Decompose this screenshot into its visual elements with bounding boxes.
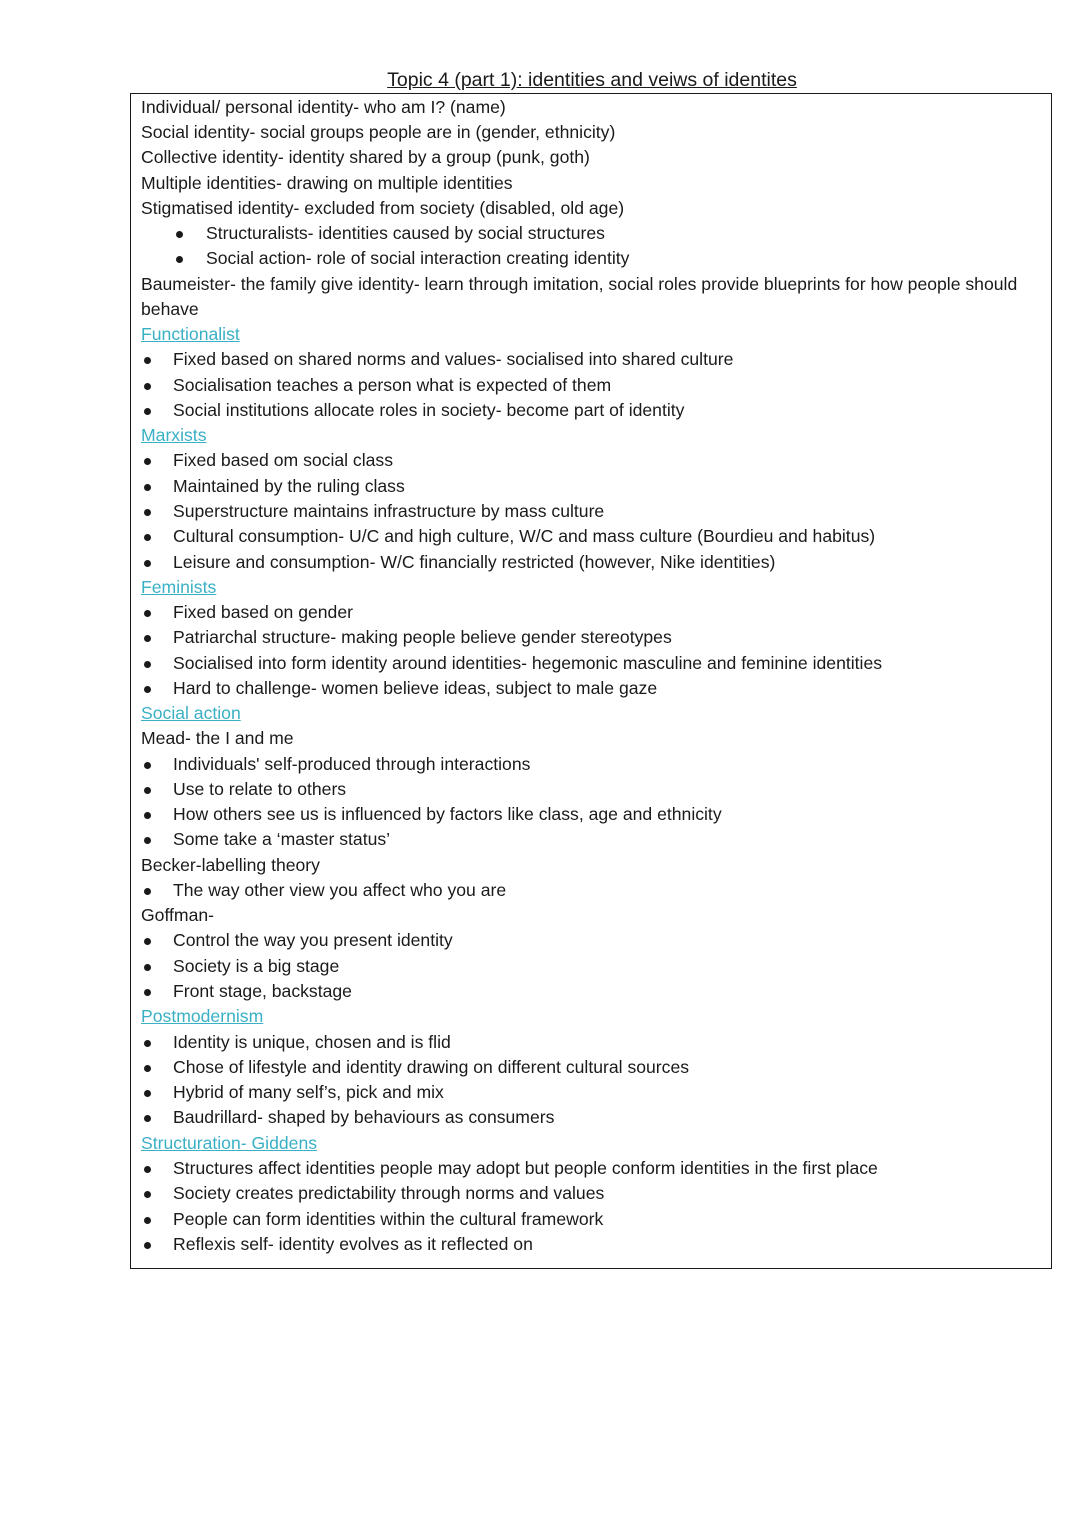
list-item: Structuralists- identities caused by social structures xyxy=(141,221,1041,246)
intro-line: Individual/ personal identity- who am I? (name) xyxy=(141,97,506,117)
intro-bullet-list xyxy=(141,221,1041,272)
becker-list xyxy=(141,878,1041,903)
list-item: Society creates predictability through norms and values xyxy=(141,1181,1041,1206)
list-item: Socialisation teaches a person what is expected of them xyxy=(141,373,1041,398)
list-item: Baudrillard- shaped by behaviours as consumers xyxy=(141,1105,1041,1130)
becker-subheading: Becker-labelling theory xyxy=(141,854,320,875)
list-item: Fixed based om social class xyxy=(141,448,1041,473)
intro-line: Stigmatised identity- excluded from society (disabled, old age) xyxy=(141,197,625,218)
list-item: Front stage, backstage xyxy=(141,979,1041,1004)
list-item: Society is a big stage xyxy=(141,954,1041,979)
list-item: How others see us is influenced by factors like class, age and ethnicity xyxy=(141,802,1041,827)
goffman-list xyxy=(141,928,1041,1004)
postmodernism-heading[interactable]: Postmodernism xyxy=(141,1006,264,1027)
feminists-heading[interactable]: Feminists xyxy=(141,576,217,597)
intro-line: Multiple identities- drawing on multiple identities xyxy=(141,172,513,193)
mead-subheading: Mead- the I and me xyxy=(141,728,294,749)
intro-line: Collective identity- identity shared by a group (punk, goth) xyxy=(141,147,590,168)
functionalist-list xyxy=(141,347,1041,423)
list-item: Chose of lifestyle and identity drawing on different cultural sources xyxy=(141,1055,1041,1080)
list-item: Superstructure maintains infrastructure by mass culture xyxy=(141,499,1041,524)
list-item: Fixed based on shared norms and values- socialised into shared culture xyxy=(141,347,1041,372)
list-item: Fixed based on gender xyxy=(141,600,1041,625)
intro-line: Social identity- social groups people are in (gender, ethnicity) xyxy=(141,122,616,143)
list-item: Identity is unique, chosen and is flid xyxy=(141,1030,1041,1055)
baumeister-text: Baumeister- the family give identity- learn through imitation, social roles provide blueprints for how people should behave xyxy=(141,273,1018,319)
list-item: Individuals' self-produced through interactions xyxy=(141,752,1041,777)
list-item: Maintained by the ruling class xyxy=(141,474,1041,499)
list-item: Social action- role of social interaction creating identity xyxy=(141,246,1041,271)
list-item: Reflexis self- identity evolves as it reflected on xyxy=(141,1232,1041,1257)
structuration-heading[interactable]: Structuration- Giddens xyxy=(141,1132,318,1153)
list-item: Structures affect identities people may adopt but people conform identities in the first place xyxy=(141,1156,1041,1181)
list-item: The way other view you affect who you are xyxy=(141,878,1041,903)
marxists-heading[interactable]: Marxists xyxy=(141,425,207,446)
list-item: Leisure and consumption- W/C financially restricted (however, Nike identities) xyxy=(141,550,1041,575)
postmodernism-list xyxy=(141,1030,1041,1131)
social-action-heading[interactable]: Social action xyxy=(141,703,241,724)
list-item: Control the way you present identity xyxy=(141,928,1041,953)
notes-box xyxy=(130,93,1052,1269)
list-item: Cultural consumption- U/C and high culture, W/C and mass culture (Bourdieu and habitus) xyxy=(141,524,1041,549)
page-title: Topic 4 (part 1): identities and veiws of identites xyxy=(387,69,797,91)
list-item: People can form identities within the cultural framework xyxy=(141,1207,1041,1232)
list-item: Hard to challenge- women believe ideas, subject to male gaze xyxy=(141,676,1041,701)
list-item: Some take a ‘master status’ xyxy=(141,827,1041,852)
structuration-list xyxy=(141,1156,1041,1257)
list-item: Hybrid of many self’s, pick and mix xyxy=(141,1080,1041,1105)
mead-list xyxy=(141,752,1041,853)
list-item: Social institutions allocate roles in society- become part of identity xyxy=(141,398,1041,423)
list-item: Socialised into form identity around identities- hegemonic masculine and feminine identities xyxy=(141,651,1041,676)
feminists-list xyxy=(141,600,1041,701)
functionalist-heading[interactable]: Functionalist xyxy=(141,324,240,345)
marxists-list xyxy=(141,448,1041,574)
goffman-subheading: Goffman- xyxy=(141,905,215,926)
list-item: Use to relate to others xyxy=(141,777,1041,802)
list-item: Patriarchal structure- making people believe gender stereotypes xyxy=(141,625,1041,650)
